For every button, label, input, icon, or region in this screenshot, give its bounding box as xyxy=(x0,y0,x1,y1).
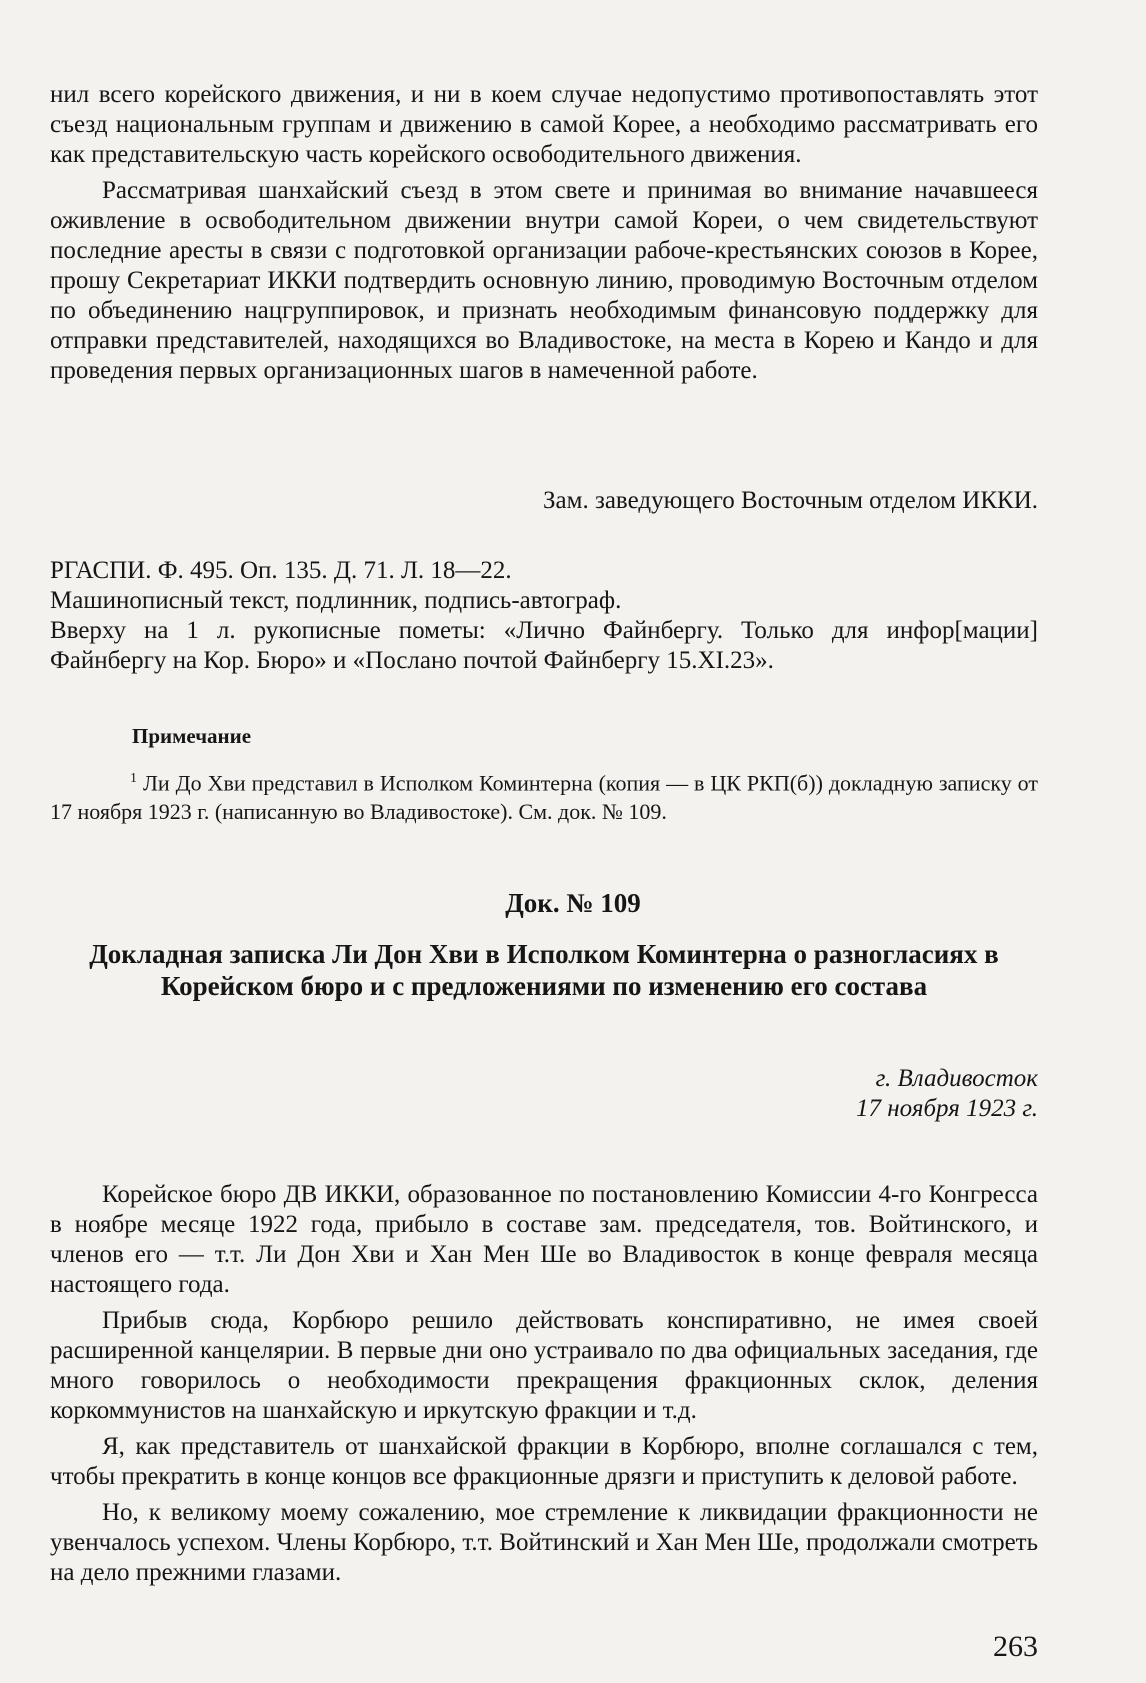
paragraph-arrival: Прибыв сюда, Корбюро решило действовать конспиративно, не имея своей расширенной канцелярии. В первые дни оно устраивало по два официальных заседания, где много говорилось о необходимости прекращения фракционных склок, деления коркоммунистов на шанхайскую и иркутскую фракции и т.д. xyxy=(50,1307,1038,1424)
document-number: Док. № 109 xyxy=(505,888,641,918)
document-date: 17 ноября 1923 г. xyxy=(856,1095,1038,1122)
paragraph-representative: Я, как представитель от шанхайской фракции в Корбюро, вполне соглашался с тем, чтобы прекратить в конце концов все фракционные дрязги и приступить к деловой работе. xyxy=(50,1433,1038,1490)
note-body xyxy=(50,764,1038,826)
paragraph-continuation: нил всего корейского движения, и ни в коем случае недопустимо противопоставлять этот съезд национальным группам и движению в самой Корее, а необходимо рассматривать его как представительскую часть корейского освободительного движения. xyxy=(50,81,1038,168)
signature-line: Зам. заведующего Восточным отделом ИККИ. xyxy=(543,487,1038,514)
archive-notes: Вверху на 1 л. рукописные пометы: «Лично Файнбергу. Только для инфор[мации] Файнбергу на Кор. Бюро» и «Послано почтой Файнбергу 15.XI.23». xyxy=(50,617,1038,674)
document-place: г. Владивосток xyxy=(875,1065,1038,1092)
page-number: 263 xyxy=(993,1630,1038,1663)
archive-ref: РГАСПИ. Ф. 495. Оп. 135. Д. 71. Л. 18—22. xyxy=(50,557,512,584)
archive-reference xyxy=(50,556,1038,676)
paragraph-request: Рассматривая шанхайский съезд в этом свете и принимая во внимание начавшееся оживление в освободительном движении внутри самой Кореи, о чем свидетельствуют последние аресты в связи с подготовкой организации рабоче-крестьянских союзов в Корее, прошу Секретариат ИККИ подтвердить основную линию, проводимую Восточным отделом по объединению нацгруппировок, и признать необходимым финансовую поддержку для отправки представителей, находящихся во Владивостоке, на места в Корею и Кандо и для проведения первых организационных шагов в намеченной работе. xyxy=(50,177,1038,384)
note-title: Примечание xyxy=(132,724,252,748)
note-text: Ли До Хви представил в Исполком Коминтерна (копия — в ЦК РКП(б)) докладную записку от 17 ноября 1923 г. (написанную во Владивостоке). См. док. № 109. xyxy=(50,770,1038,825)
document-place-date xyxy=(856,1064,1038,1124)
paragraph-bureau: Корейское бюро ДВ ИККИ, образованное по постановлению Комиссии 4-го Конгресса в ноябре месяце 1922 года, прибыло в составе зам. председателя, тов. Войтинского, и членов его — т.т. Ли Дон Хви и Хан Мен Ше во Владивосток в конце февраля месяца настоящего года. xyxy=(50,1181,1038,1298)
body-text-bottom xyxy=(50,1180,1038,1588)
archive-type: Машинописный текст, подлинник, подпись-автограф. xyxy=(50,587,622,614)
document-title: Докладная записка Ли Дон Хви в Исполком Коминтерна о разногласиях в Корейском бюро и с предложениями по изменению его состава xyxy=(89,939,999,1001)
paragraph-regret: Но, к великому моему сожалению, мое стремление к ликвидации фракционности не увенчалось успехом. Члены Корбюро, т.т. Войтинский и Хан Мен Ше, продолжали смотреть на дело прежними глазами. xyxy=(50,1499,1038,1586)
footnote-marker: 1 xyxy=(130,771,137,786)
body-text-top xyxy=(50,80,1038,386)
